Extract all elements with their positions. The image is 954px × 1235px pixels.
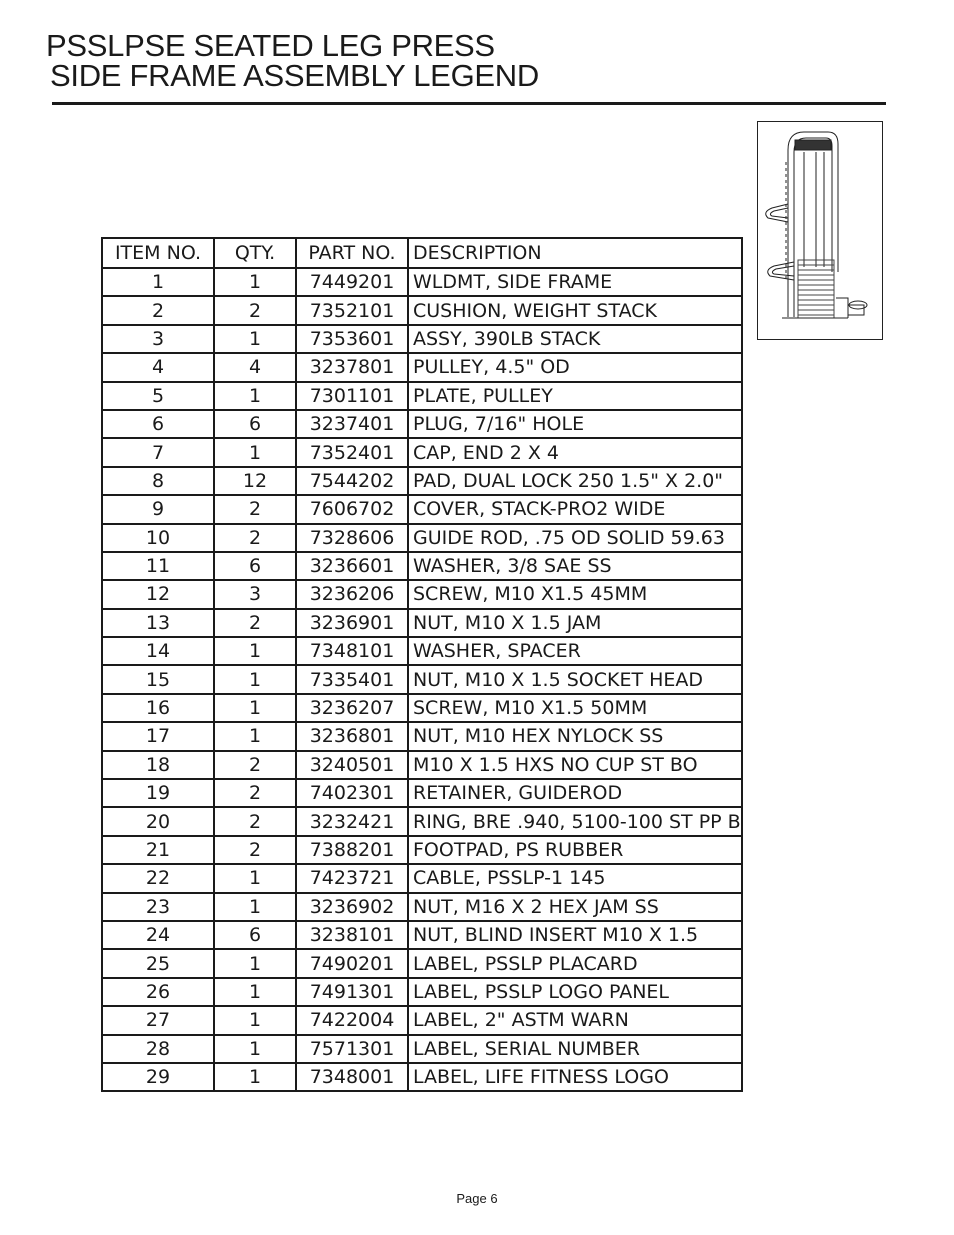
item-no-cell: 10 [102, 524, 214, 552]
description-cell: FOOTPAD, PS RUBBER [408, 836, 742, 864]
table-row [102, 467, 742, 495]
page-title [46, 30, 539, 91]
part-no-cell: 7571301 [296, 1035, 408, 1063]
item-no-cell: 12 [102, 580, 214, 608]
part-no-cell: 3236901 [296, 609, 408, 637]
qty-cell: 4 [214, 353, 296, 381]
item-no-cell: 4 [102, 353, 214, 381]
description-cell: WASHER, SPACER [408, 637, 742, 665]
qty-cell: 3 [214, 580, 296, 608]
column-header-description: DESCRIPTION [408, 238, 742, 268]
qty-cell: 6 [214, 410, 296, 438]
table-row [102, 751, 742, 779]
table-row [102, 353, 742, 381]
part-no-cell: 3237801 [296, 353, 408, 381]
item-no-cell: 7 [102, 438, 214, 466]
title-line-1: PSSLPSE SEATED LEG PRESS [46, 28, 495, 63]
item-no-cell: 20 [102, 807, 214, 835]
table-row [102, 836, 742, 864]
description-cell: CAP, END 2 X 4 [408, 438, 742, 466]
table-row [102, 410, 742, 438]
description-cell: NUT, M10 X 1.5 SOCKET HEAD [408, 665, 742, 693]
part-no-cell: 7388201 [296, 836, 408, 864]
description-cell: RING, BRE .940, 5100-100 ST PP B [408, 807, 742, 835]
part-no-cell: 7449201 [296, 268, 408, 296]
table-row [102, 637, 742, 665]
item-no-cell: 5 [102, 382, 214, 410]
item-no-cell: 16 [102, 694, 214, 722]
description-cell: NUT, M10 HEX NYLOCK SS [408, 722, 742, 750]
qty-cell: 2 [214, 807, 296, 835]
table-body [102, 268, 742, 1091]
item-no-cell: 3 [102, 325, 214, 353]
qty-cell: 2 [214, 524, 296, 552]
part-no-cell: 3240501 [296, 751, 408, 779]
item-no-cell: 1 [102, 268, 214, 296]
table-row [102, 722, 742, 750]
description-cell: CUSHION, WEIGHT STACK [408, 296, 742, 324]
part-no-cell: 3236902 [296, 893, 408, 921]
part-no-cell: 3238101 [296, 921, 408, 949]
part-no-cell: 7422004 [296, 1006, 408, 1034]
qty-cell: 1 [214, 637, 296, 665]
table-row [102, 552, 742, 580]
qty-cell: 1 [214, 382, 296, 410]
description-cell: PULLEY, 4.5" OD [408, 353, 742, 381]
item-no-cell: 26 [102, 978, 214, 1006]
qty-cell: 1 [214, 1063, 296, 1091]
item-no-cell: 8 [102, 467, 214, 495]
description-cell: LABEL, PSSLP LOGO PANEL [408, 978, 742, 1006]
description-cell: SCREW, M10 X1.5 45MM [408, 580, 742, 608]
title-rule [52, 102, 886, 105]
table-row [102, 1063, 742, 1091]
item-no-cell: 21 [102, 836, 214, 864]
item-no-cell: 14 [102, 637, 214, 665]
description-cell: NUT, M10 X 1.5 JAM [408, 609, 742, 637]
part-no-cell: 7348101 [296, 637, 408, 665]
description-cell: WLDMT, SIDE FRAME [408, 268, 742, 296]
table-row [102, 1035, 742, 1063]
part-no-cell: 7328606 [296, 524, 408, 552]
description-cell: LABEL, LIFE FITNESS LOGO [408, 1063, 742, 1091]
column-header-qty: QTY. [214, 238, 296, 268]
description-cell: NUT, BLIND INSERT M10 X 1.5 [408, 921, 742, 949]
qty-cell: 2 [214, 495, 296, 523]
item-no-cell: 18 [102, 751, 214, 779]
part-no-cell: 7335401 [296, 665, 408, 693]
table-row [102, 893, 742, 921]
part-no-cell: 7490201 [296, 949, 408, 977]
part-no-cell: 3232421 [296, 807, 408, 835]
description-cell: LABEL, PSSLP PLACARD [408, 949, 742, 977]
title-line-2: SIDE FRAME ASSEMBLY LEGEND [50, 58, 539, 93]
qty-cell: 1 [214, 893, 296, 921]
part-no-cell: 7353601 [296, 325, 408, 353]
description-cell: COVER, STACK-PRO2 WIDE [408, 495, 742, 523]
part-no-cell: 7544202 [296, 467, 408, 495]
qty-cell: 1 [214, 1035, 296, 1063]
item-no-cell: 13 [102, 609, 214, 637]
part-no-cell: 3236801 [296, 722, 408, 750]
part-no-cell: 7352401 [296, 438, 408, 466]
description-cell: CABLE, PSSLP-1 145 [408, 864, 742, 892]
column-header-part-no: PART NO. [296, 238, 408, 268]
table-row [102, 382, 742, 410]
qty-cell: 1 [214, 978, 296, 1006]
qty-cell: 1 [214, 268, 296, 296]
table-row [102, 864, 742, 892]
item-no-cell: 6 [102, 410, 214, 438]
table-header-row [102, 238, 742, 268]
page-number: Page 6 [456, 1191, 498, 1206]
description-cell: ASSY, 390LB STACK [408, 325, 742, 353]
description-cell: GUIDE ROD, .75 OD SOLID 59.63 [408, 524, 742, 552]
description-cell: WASHER, 3/8 SAE SS [408, 552, 742, 580]
leg-press-frame-illustration [758, 122, 882, 339]
table-row [102, 1006, 742, 1034]
part-no-cell: 7301101 [296, 382, 408, 410]
table-row [102, 580, 742, 608]
parts-legend-table [101, 237, 743, 1092]
table-row [102, 438, 742, 466]
description-cell: PAD, DUAL LOCK 250 1.5" X 2.0" [408, 467, 742, 495]
qty-cell: 1 [214, 325, 296, 353]
table-row [102, 921, 742, 949]
column-header-item-no: ITEM NO. [102, 238, 214, 268]
item-no-cell: 15 [102, 665, 214, 693]
table-row [102, 524, 742, 552]
part-no-cell: 3236601 [296, 552, 408, 580]
qty-cell: 1 [214, 949, 296, 977]
part-no-cell: 7606702 [296, 495, 408, 523]
description-cell: PLATE, PULLEY [408, 382, 742, 410]
item-no-cell: 22 [102, 864, 214, 892]
description-cell: NUT, M16 X 2 HEX JAM SS [408, 893, 742, 921]
item-no-cell: 23 [102, 893, 214, 921]
table-row [102, 268, 742, 296]
item-no-cell: 25 [102, 949, 214, 977]
part-no-cell: 7348001 [296, 1063, 408, 1091]
item-no-cell: 19 [102, 779, 214, 807]
part-no-cell: 3236206 [296, 580, 408, 608]
qty-cell: 1 [214, 722, 296, 750]
qty-cell: 1 [214, 864, 296, 892]
table-row [102, 609, 742, 637]
qty-cell: 1 [214, 665, 296, 693]
qty-cell: 2 [214, 836, 296, 864]
item-no-cell: 17 [102, 722, 214, 750]
part-no-cell: 7423721 [296, 864, 408, 892]
table-row [102, 296, 742, 324]
description-cell: PLUG, 7/16" HOLE [408, 410, 742, 438]
table-row [102, 495, 742, 523]
item-no-cell: 9 [102, 495, 214, 523]
qty-cell: 6 [214, 552, 296, 580]
table-row [102, 694, 742, 722]
qty-cell: 2 [214, 751, 296, 779]
description-cell: RETAINER, GUIDEROD [408, 779, 742, 807]
table-row [102, 779, 742, 807]
description-cell: LABEL, SERIAL NUMBER [408, 1035, 742, 1063]
part-no-cell: 7352101 [296, 296, 408, 324]
qty-cell: 6 [214, 921, 296, 949]
table-row [102, 807, 742, 835]
qty-cell: 2 [214, 296, 296, 324]
qty-cell: 1 [214, 438, 296, 466]
item-no-cell: 2 [102, 296, 214, 324]
part-no-cell: 3237401 [296, 410, 408, 438]
qty-cell: 2 [214, 609, 296, 637]
part-no-cell: 7402301 [296, 779, 408, 807]
item-no-cell: 29 [102, 1063, 214, 1091]
item-no-cell: 28 [102, 1035, 214, 1063]
machine-thumbnail [757, 121, 883, 340]
table-row [102, 978, 742, 1006]
item-no-cell: 11 [102, 552, 214, 580]
part-no-cell: 7491301 [296, 978, 408, 1006]
description-cell: LABEL, 2" ASTM WARN [408, 1006, 742, 1034]
part-no-cell: 3236207 [296, 694, 408, 722]
qty-cell: 12 [214, 467, 296, 495]
qty-cell: 1 [214, 1006, 296, 1034]
item-no-cell: 24 [102, 921, 214, 949]
qty-cell: 2 [214, 779, 296, 807]
description-cell: M10 X 1.5 HXS NO CUP ST BO [408, 751, 742, 779]
description-cell: SCREW, M10 X1.5 50MM [408, 694, 742, 722]
qty-cell: 1 [214, 694, 296, 722]
item-no-cell: 27 [102, 1006, 214, 1034]
table-row [102, 949, 742, 977]
table-row [102, 665, 742, 693]
table-row [102, 325, 742, 353]
